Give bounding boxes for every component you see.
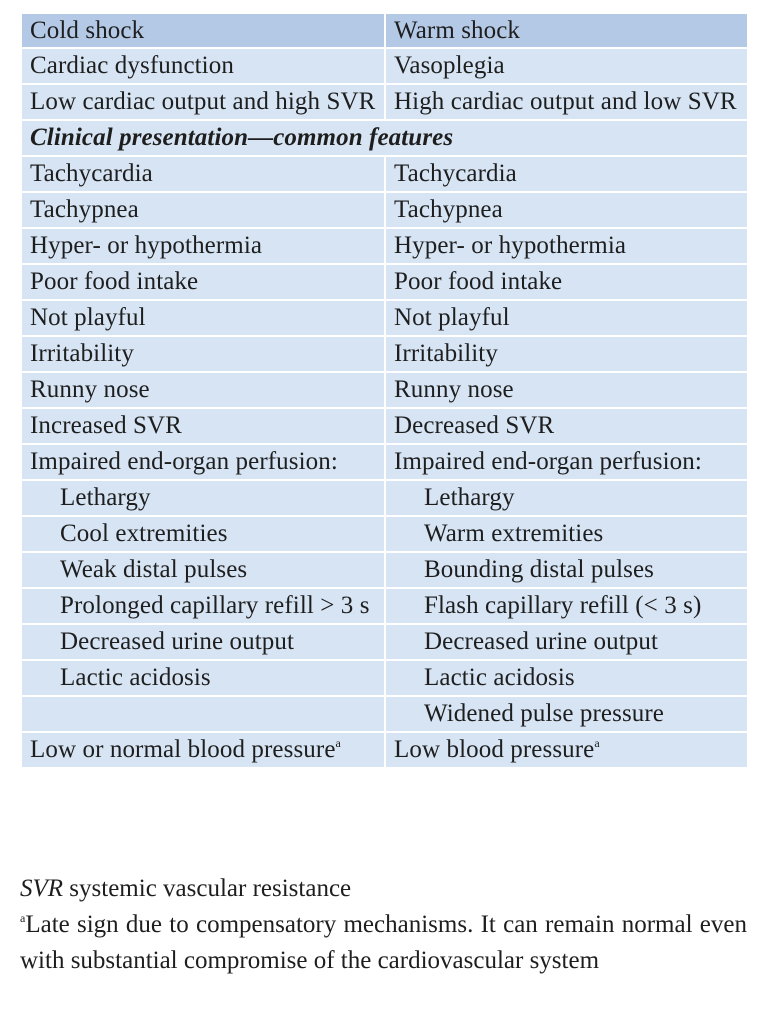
cold-perfusion-cell: Lethargy [21, 480, 385, 516]
cold-blood-pressure-text: Low or normal blood pressure [30, 736, 336, 763]
table-row [21, 372, 748, 408]
cold-perfusion-cell: Cool extremities [21, 516, 385, 552]
abbreviation-definition: systemic vascular resistance [63, 875, 352, 902]
warm-perfusion-cell: Decreased urine output [385, 624, 748, 660]
table-row [21, 408, 748, 444]
warm-perfusion-cell: Flash capillary refill (< 3 s) [385, 588, 748, 624]
warm-hemodynamics: High cardiac output and low SVR [385, 84, 748, 120]
cold-cell: Tachypnea [21, 192, 385, 228]
table-row [21, 84, 748, 120]
cold-perfusion-cell: Lactic acidosis [21, 660, 385, 696]
warm-cell: Tachycardia [385, 156, 748, 192]
cold-cell: Impaired end-organ perfusion: [21, 444, 385, 480]
shock-comparison-table [20, 12, 749, 769]
table-row [21, 624, 748, 660]
late-sign-note-text: Late sign due to compensatory mechanisms. It can remain normal even with substantial compromise of the cardiovascular system [20, 911, 747, 974]
table-row [21, 228, 748, 264]
table-row [21, 264, 748, 300]
warm-cell: Impaired end-organ perfusion: [385, 444, 748, 480]
cold-hemodynamics: Low cardiac output and high SVR [21, 84, 385, 120]
warm-cell: Runny nose [385, 372, 748, 408]
footnote-marker: a [594, 736, 600, 750]
table-row [21, 732, 748, 768]
table-row [21, 48, 748, 84]
table-row [21, 552, 748, 588]
cold-mechanism: Cardiac dysfunction [21, 48, 385, 84]
warm-cell: Poor food intake [385, 264, 748, 300]
table-header-row [21, 13, 748, 48]
footnote-marker: a [335, 736, 341, 750]
warm-perfusion-cell: Widened pulse pressure [385, 696, 748, 732]
section-title: Clinical presentation—common features [21, 120, 748, 156]
late-sign-note [20, 907, 747, 979]
table-row [21, 444, 748, 480]
section-header-row [21, 120, 748, 156]
table-footnotes [20, 871, 747, 979]
warm-blood-pressure [385, 732, 748, 768]
cold-cell: Increased SVR [21, 408, 385, 444]
abbreviation-note [20, 871, 747, 907]
table-row [21, 588, 748, 624]
warm-blood-pressure-text: Low blood pressure [394, 736, 595, 763]
cold-cell: Not playful [21, 300, 385, 336]
warm-cell: Hyper- or hypothermia [385, 228, 748, 264]
cold-cell: Runny nose [21, 372, 385, 408]
table-row [21, 480, 748, 516]
warm-cell: Decreased SVR [385, 408, 748, 444]
warm-perfusion-cell: Warm extremities [385, 516, 748, 552]
cold-cell: Tachycardia [21, 156, 385, 192]
cold-perfusion-cell: Prolonged capillary refill > 3 s [21, 588, 385, 624]
warm-perfusion-cell: Lethargy [385, 480, 748, 516]
cold-cell: Poor food intake [21, 264, 385, 300]
footnote-marker: a [20, 911, 26, 925]
warm-perfusion-cell: Lactic acidosis [385, 660, 748, 696]
cold-cell: Hyper- or hypothermia [21, 228, 385, 264]
shock-comparison-table-container [20, 12, 747, 769]
table-row [21, 300, 748, 336]
header-warm-shock: Warm shock [385, 13, 748, 48]
cold-cell: Irritability [21, 336, 385, 372]
warm-cell: Irritability [385, 336, 748, 372]
table-row [21, 516, 748, 552]
cold-perfusion-cell: Decreased urine output [21, 624, 385, 660]
table-row [21, 696, 748, 732]
table-row [21, 156, 748, 192]
warm-cell: Not playful [385, 300, 748, 336]
warm-cell: Tachypnea [385, 192, 748, 228]
table-row [21, 660, 748, 696]
header-cold-shock: Cold shock [21, 13, 385, 48]
cold-perfusion-cell: Weak distal pulses [21, 552, 385, 588]
table-row [21, 192, 748, 228]
cold-blood-pressure [21, 732, 385, 768]
warm-mechanism: Vasoplegia [385, 48, 748, 84]
table-row [21, 336, 748, 372]
cold-perfusion-empty-cell [21, 696, 385, 732]
warm-perfusion-cell: Bounding distal pulses [385, 552, 748, 588]
abbreviation-term: SVR [20, 875, 64, 902]
